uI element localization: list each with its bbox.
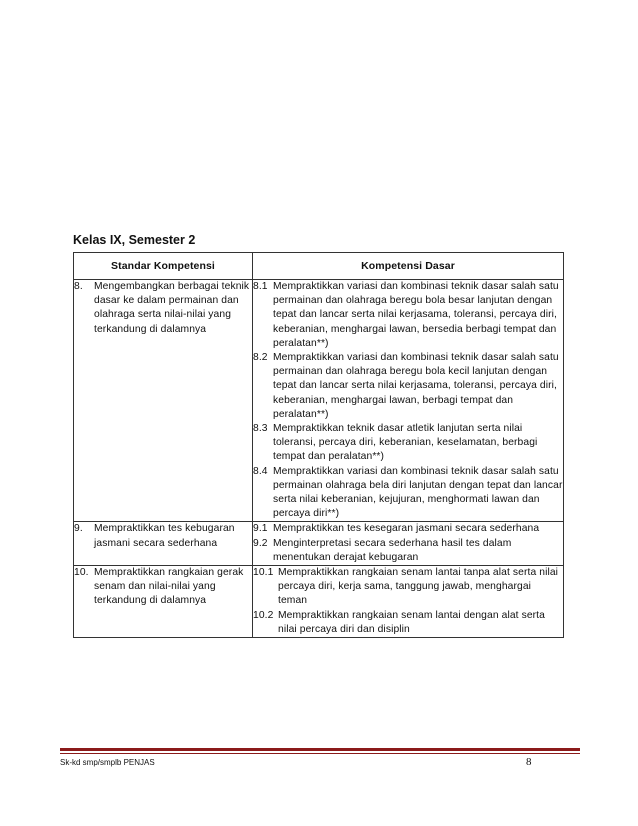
sk-text: Mempraktikkan tes kebugaran jasmani secara sederhana xyxy=(94,523,235,549)
kd-text: Menginterpretasi secara sederhana hasil tes dalam menentukan derajat kebugaran xyxy=(273,537,512,563)
kd-text: Mempraktikkan rangkaian senam lantai dengan alat serta nilai percaya diri dan disiplin xyxy=(278,609,545,635)
kd-item xyxy=(253,351,563,422)
kd-text: Mempraktikkan variasi dan kombinasi teknik dasar salah satu permainan olahraga bela diri lanjutan dengan tepat dan lancar serta nilai keberanian, kejujuran, menghormati lawan dan percaya diri**) xyxy=(273,465,563,520)
competency-table xyxy=(73,252,564,638)
kd-text: Mempraktikkan variasi dan kombinasi teknik dasar salah satu permainan dan olahraga beregu bola kecil lanjutan dengan tepat dan lancar serta nilai kerjasama, toleransi, percaya diri, keberanian, menghargai lawan, berbagi tempat dan peralatan**) xyxy=(273,352,559,420)
kd-text: Mempraktikkan rangkaian senam lantai tanpa alat serta nilai percaya diri, kerja sama, tanggung jawab, menghargai teman xyxy=(278,567,559,607)
sk-cell xyxy=(74,280,253,522)
kd-item xyxy=(253,465,563,522)
page-number: 8 xyxy=(526,756,532,768)
sk-text: Mempraktikkan rangkaian gerak senam dan nilai-nilai yang terkandung di dalamnya xyxy=(94,567,244,607)
kd-item xyxy=(253,537,563,565)
sk-cell xyxy=(74,522,253,566)
table-row xyxy=(74,280,564,522)
sk-number: 10. xyxy=(74,567,89,579)
kd-cell xyxy=(253,280,564,522)
sk-text: Mengembangkan berbagai teknik dasar ke dalam permainan dan olahraga serta nilai-nilai yang terkandung di dalamnya xyxy=(94,281,250,335)
kd-text: Mempraktikkan tes kesegaran jasmani secara sederhana xyxy=(273,523,540,535)
table-row xyxy=(74,566,564,638)
footer-divider-thick xyxy=(60,748,580,751)
kd-item xyxy=(253,609,563,637)
kd-number: 10.1 xyxy=(253,567,274,579)
kd-number: 8.4 xyxy=(253,465,268,477)
kd-item xyxy=(253,522,563,536)
kd-number: 10.2 xyxy=(253,609,274,621)
section-heading: Kelas IX, Semester 2 xyxy=(73,233,196,247)
kd-text: Mempraktikkan variasi dan kombinasi teknik dasar salah satu permainan dan olahraga beregu bola besar lanjutan dengan tepat dan lancar serta nilai kerjasama, toleransi, percaya diri, keberanian, menghargai lawan, bersedia berbagi tempat dan peralatan**) xyxy=(273,281,559,349)
header-standar-kompetensi: Standar Kompetensi xyxy=(74,253,253,280)
kd-text: Mempraktikkan teknik dasar atletik lanjutan serta nilai toleransi, percaya diri, keberanian, keselamatan, berbagi tempat dan peralatan**) xyxy=(273,423,538,463)
kd-number: 8.1 xyxy=(253,281,268,292)
table-header-row xyxy=(74,253,564,280)
kd-cell xyxy=(253,566,564,638)
kd-number: 9.2 xyxy=(253,537,268,549)
footer-divider-thin xyxy=(60,753,580,754)
kd-item xyxy=(253,422,563,465)
kd-item xyxy=(253,280,563,351)
kd-number: 8.2 xyxy=(253,352,268,364)
kd-item xyxy=(253,566,563,609)
kd-number: 9.1 xyxy=(253,523,268,535)
table-row xyxy=(74,522,564,566)
header-kompetensi-dasar: Kompetensi Dasar xyxy=(253,253,564,280)
footer-document-label: Sk-kd smp/smplb PENJAS xyxy=(60,758,155,767)
sk-number: 8. xyxy=(74,281,83,292)
sk-number: 9. xyxy=(74,523,83,535)
kd-cell xyxy=(253,522,564,566)
sk-cell xyxy=(74,566,253,638)
kd-number: 8.3 xyxy=(253,423,268,435)
